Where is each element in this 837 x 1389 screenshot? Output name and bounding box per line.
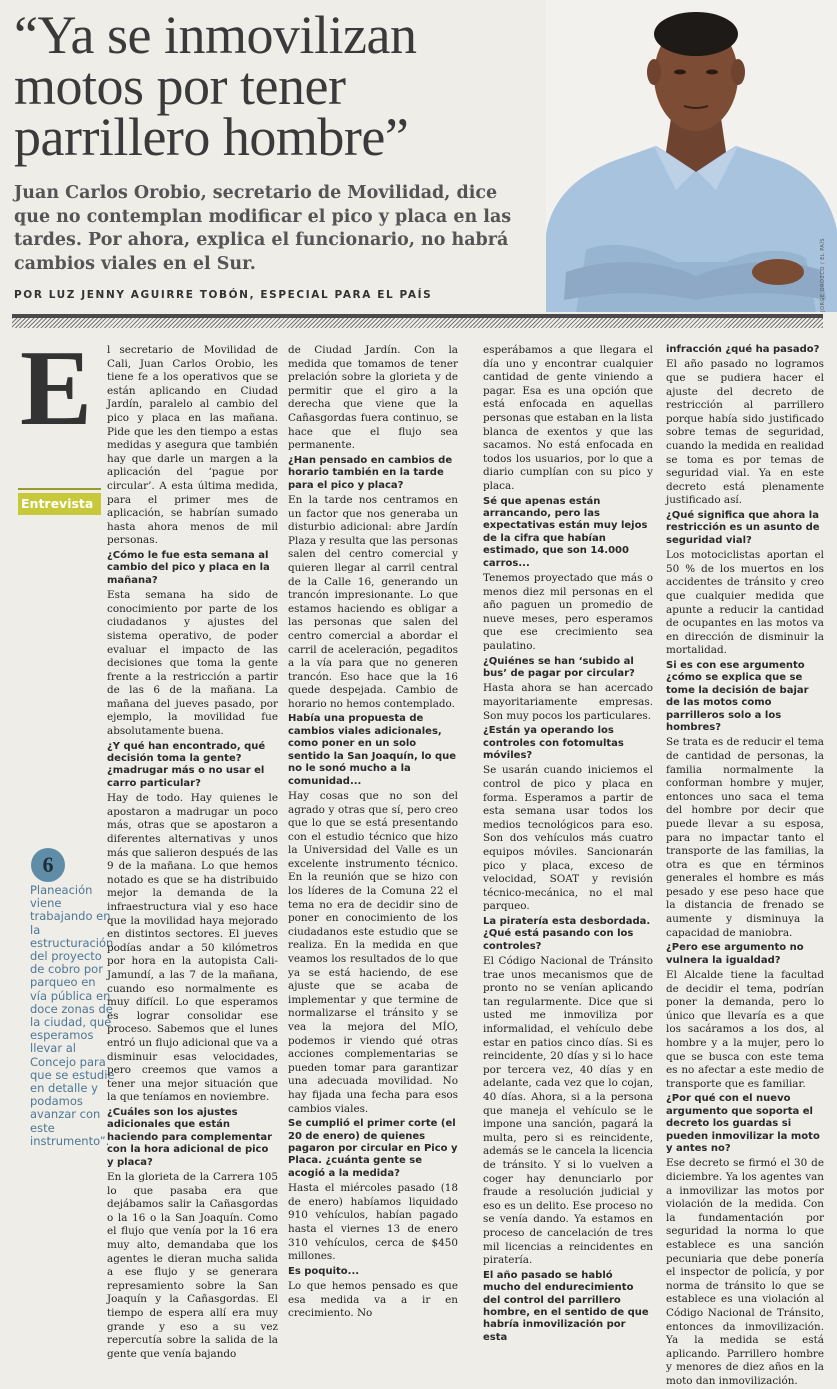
question: Es poquito... xyxy=(288,1265,360,1277)
question: ¿Están ya operando los controles con fotomultas móviles? xyxy=(483,725,624,761)
question: La piratería esta desbordada. ¿Qué está pasando con los controles? xyxy=(483,915,651,952)
drop-cap: E xyxy=(20,329,93,448)
photo-credit: JORGE OROZCO / EL PAÍS xyxy=(820,238,826,312)
answer: Hasta ahora se han acercado mayoritariamente empresas. Son muy pocos los particulares. xyxy=(483,682,653,722)
question: Si es con ese argumento ¿cómo se explica que se tome la decisión de bajar de las motos como parrilleros solo a los hombres? xyxy=(666,659,809,733)
answer: En la tarde nos centramos en un factor que nos generaba un disturbio adicional: abre Jardín Plaza y resulta que las personas salen del centro comercial y quieren llegar al carril central de la Calle 16, generando un trancón impresionante. Lo que estamos haciendo es obligar a las personas que salen del centro comercial a abordar el carril de aceleración, pegaditos a la vía para que no generen trancón. Eso hace que la 16 quede despejada. Cambio de horario no hemos contemplado. xyxy=(288,493,458,710)
question: ¿Por qué con el nuevo argumento que soporta el decreto los guardas si pueden inmovilizar la moto y antes no? xyxy=(666,1093,820,1155)
question: ¿Qué significa que ahora la restricción es un asunto de seguridad vial? xyxy=(666,509,820,546)
article-column-4 xyxy=(666,344,824,1387)
sidebar-number-badge xyxy=(31,848,65,882)
answer: Hay cosas que no son del agrado y otras que sí, pero creo que lo que se está presentando con el estudio técnico que hizo la Universidad del Valle es un excelente instrumento técnico. En la reunión que se hizo con los líderes de la Comuna 22 el tema no era de decidir sino de poner en conocimiento de los ciudadanos este estudio que se realiza. En la medida en que veamos los resultados de lo que ya se está haciendo, de ese ajuste que se acaba de implementar y que termine de normalizarse el tránsito y se vea la mejora del MÍO, podemos ir viendo qué otras acciones complementarias se pueden tomar para garantizar una adecuada movilidad. No hay fijada una fecha para esos cambios viales. xyxy=(288,789,458,1115)
answer: Se trata es de reducir el tema de cantidad de personas, la familia normalmente la conforman hombre y mujer, entonces uno saca el tema del hombre por decir que puede llevar a su esposa, para no impactar tanto el transporte de las familias, la otra es que en términos generales el hombre es más pesado y ese peso hace que la distancia de frenado se aumente y disminuya la capacidad de maniobra. xyxy=(666,736,824,939)
question: ¿Han pensado en cambios de horario también en la tarde para el pico y placa? xyxy=(288,454,453,491)
subheadline: Juan Carlos Orobio, secretario de Movilidad, dice que no contemplan modificar el pico y placa en las tardes. Por ahora, explica el funcionario, no habrá cambios viales en el Sur. xyxy=(14,183,512,274)
question: ¿Pero ese argumento no vulnera la igualdad? xyxy=(666,942,804,966)
answer: de Ciudad Jardín. Con la medida que tomamos de tener prelación sobre la glorieta y de permitir que el giro a la derecha que viene que la Cañasgordas fuera continuo, se hace que el flujo sea permanente. xyxy=(288,344,458,452)
article-column-2 xyxy=(288,344,458,1320)
question: Se cumplió el primer corte (el 20 de enero) de quienes pagaron por circular en Pico y Placa. ¿cuánta gente se acogió a la medida? xyxy=(288,1118,458,1179)
question: ¿Cuáles son los ajustes adicionales que están haciendo para complementar con la hora adicional de pico y placa? xyxy=(107,1106,273,1168)
byline: POR LUZ JENNY AGUIRRE TOBÓN, ESPECIAL PARA EL PAÍS xyxy=(14,289,433,301)
sidebar-text: Planeación viene trabajando en la estructuración del proyecto de cobro por parqueo en vía pública en doce zonas de la ciudad, que esperamos llevar al Concejo para que se estudie en detalle y podamos avanzar con este instrumento”. xyxy=(30,883,115,1148)
answer: Tenemos proyectado que más o menos diez mil personas en el año paguen un promedio de nueve meses, pero esperamos que ese crecimiento sea paulatino. xyxy=(483,571,653,652)
sidebar-number: 6 xyxy=(42,852,54,877)
headline-line-1: “Ya se inmovilizan xyxy=(14,5,417,65)
article-column-1 xyxy=(107,344,278,1360)
answer: El Alcalde tiene la facultad de decidir el tema, podrían poner la demanda, pero lo único que llevaría es a que los sacáramos a los dos, al hombre y a la mujer, pero lo que se busca con este tema es no afectar a este medio de transporte que es familiar. xyxy=(666,969,824,1090)
header-hatch-rule xyxy=(12,318,823,328)
answer: esperábamos a que llegara el día uno y encontrar cualquier cantidad de gente viniendo a pagar. Esa es una opción que está enfocada en aquellas personas que estaban en la lista blanca de exentos y que las sacamos. No está enfocada en todos los usuarios, por lo que a diario cumplían con su pico y placa. xyxy=(483,344,653,492)
answer: Los motociclistas aportan el 50 % de los muertos en los accidentes de tránsito y creo que cualquier medida que apunte a reducir la cantidad de ocupantes en las motos va en dirección de disminuir la mortalidad. xyxy=(666,549,824,657)
answer: Se usarán cuando iniciemos el control de pico y placa en forma. Esperamos a partir de esta semana usar todos los medios tecnológicos para eso. Son dos vehículos más cuatro equipos móviles. Sancionarán pico y placa, exceso de velocidad, SOAT y revisión técnico-mecánica, no el mal parqueo. xyxy=(483,764,653,913)
section-tag-bar xyxy=(18,488,101,490)
question: ¿Cómo le fue esta semana al cambio del pico y placa en la mañana? xyxy=(107,549,270,586)
headline-line-3: parrillero hombre” xyxy=(14,107,409,167)
question: ¿Quiénes se han ‘subido al bus’ de pagar por circular? xyxy=(483,655,635,679)
question: El año pasado se habló mucho del endurecimiento del control del parrillero hombre, en el sentido de que habría inmovilización por esta xyxy=(483,1269,649,1343)
portrait-photo xyxy=(546,0,837,312)
answer: En la glorieta de la Carrera 105 lo que pasaba era que dejábamos salir la Cañasgordas o la 16 o la San Joaquín. Como el flujo que venía por la 16 era muy alto, demandaba que los agentes le dieran mucha salida a ese flujo y se generara represamiento sobre la San Joaquín y la Cañasgordas. El tiempo de espera allí era muy grande y eso a su vez repercutía sobre la salida de la gente que venía bajando xyxy=(107,1170,278,1360)
intro-paragraph: l secretario de Movilidad de Cali, Juan Carlos Orobio, les tiene fe a los operativos que se están aplicando en Ciudad Jardín, paralelo al cambio del pico y placa en las mañana. Pide que les den tiempo a estas medidas y asegura que también hay que darle un margen a la aplicación del ‘pague por circular’. A esta última medida, para el primer mes de aplicación, se habrían sumado hasta ahora menos de mil personas. xyxy=(107,344,278,547)
question: ¿Y qué han encontrado, qué decisión toma la gente? ¿madrugar más o no usar el carro particular? xyxy=(107,740,266,789)
question: infracción ¿qué ha pasado? xyxy=(666,344,820,355)
question: Sé que apenas están arrancando, pero las expectativas están muy lejos de la cifra que habían estimado, que son 14.000 carros... xyxy=(483,495,648,569)
headline-line-2: motos por tener xyxy=(14,56,346,116)
headline xyxy=(14,5,554,167)
answer: Ese decreto se firmó el 30 de diciembre. Ya los agentes van a inmovilizar las motos por violación de la medida. Con la fundamentación por seguridad la norma lo que establece es una sanción pecuniaria que debe ponería el inspector de policía, y por norma de tránsito lo que se establece es una violación al Código Nacional de Tránsito, entonces da inmovilización. Ya la medida se está aplicando. Parrillero hombre y menores de diez años en la moto dan inmovilización. xyxy=(666,1157,824,1387)
article-column-3 xyxy=(483,344,653,1343)
answer: Lo que hemos pensado es que esa medida va a ir en crecimiento. No xyxy=(288,1280,458,1320)
answer: Hasta el miércoles pasado (18 de enero) habíamos liquidado 910 vehículos, habían pagado hasta el viernes 13 de enero 310 vehículos, cerca de $450 millones. xyxy=(288,1182,458,1263)
answer: El Código Nacional de Tránsito trae unos mecanismos que de pronto no se venían aplicando tan regularmente. Dice que si usted me inmoviliza por informalidad, el vehículo debe estar en patios cinco días. Si es reincidente, 20 días y si lo hace por tercera vez, 40 días y en adelante, cada vez que lo cojan, 40 días. Ahora, si a la persona que maneja el vehículo se le impone una sanción, pagará la multa, pero si es reincidente, además se le cancela la licencia de tránsito. Y si lo vuelven a coger hay denunciarlo por fraude a resolución judicial y eso es un delito. Ese proceso no se venía dando. Ya estamos en proceso de cancelación de tres mil licencias a reincidentes en piratería. xyxy=(483,955,653,1267)
answer: El año pasado no logramos que se pudiera hacer el ajuste del decreto de restricción al parrillero porque había sido justificado sobre temas de seguridad, cuando la medida en realidad se toma es por temas de seguridad vial. Ya en este decreto está plenamente justificado así. xyxy=(666,358,824,507)
section-tag: Entrevista xyxy=(18,493,101,515)
answer: Hay de todo. Hay quienes le apostaron a madrugar un poco más, otras que se apostaron a diferentes alternativas y unos más que salieron después de las 9 de la mañana. Lo que hemos notado es que se ha distribuido mejor la demanda de la infraestructura vial y eso hace que la movilidad haya mejorado en distintos sectores. El jueves podías andar a 50 kilómetros por hora en la autopista Cali-Jamundí, a las 7 de la mañana, cuando eso normalmente es muy difícil. Lo que esperamos es lograr consolidar ese proceso. Sabemos que el lunes entró un flujo adicional que va a disminuir esas velocidades, pero creemos que vamos a tener una mejor situación que la que teníamos en noviembre. xyxy=(107,792,278,1104)
answer: Esta semana ha sido de conocimiento por parte de los ciudadanos y ajustes del sistema operativo, de poder evaluar el impacto de las decisiones que toma la gente frente a la restricción a partir de las 6 de la mañana. La mañana del jueves pasado, por ejemplo, la movilidad fue absolutamente buena. xyxy=(107,589,278,738)
question: Había una propuesta de cambios viales adicionales, como poner en un solo sentido la San Joaquín, lo que no le sonó mucho a la comunidad... xyxy=(288,713,457,787)
